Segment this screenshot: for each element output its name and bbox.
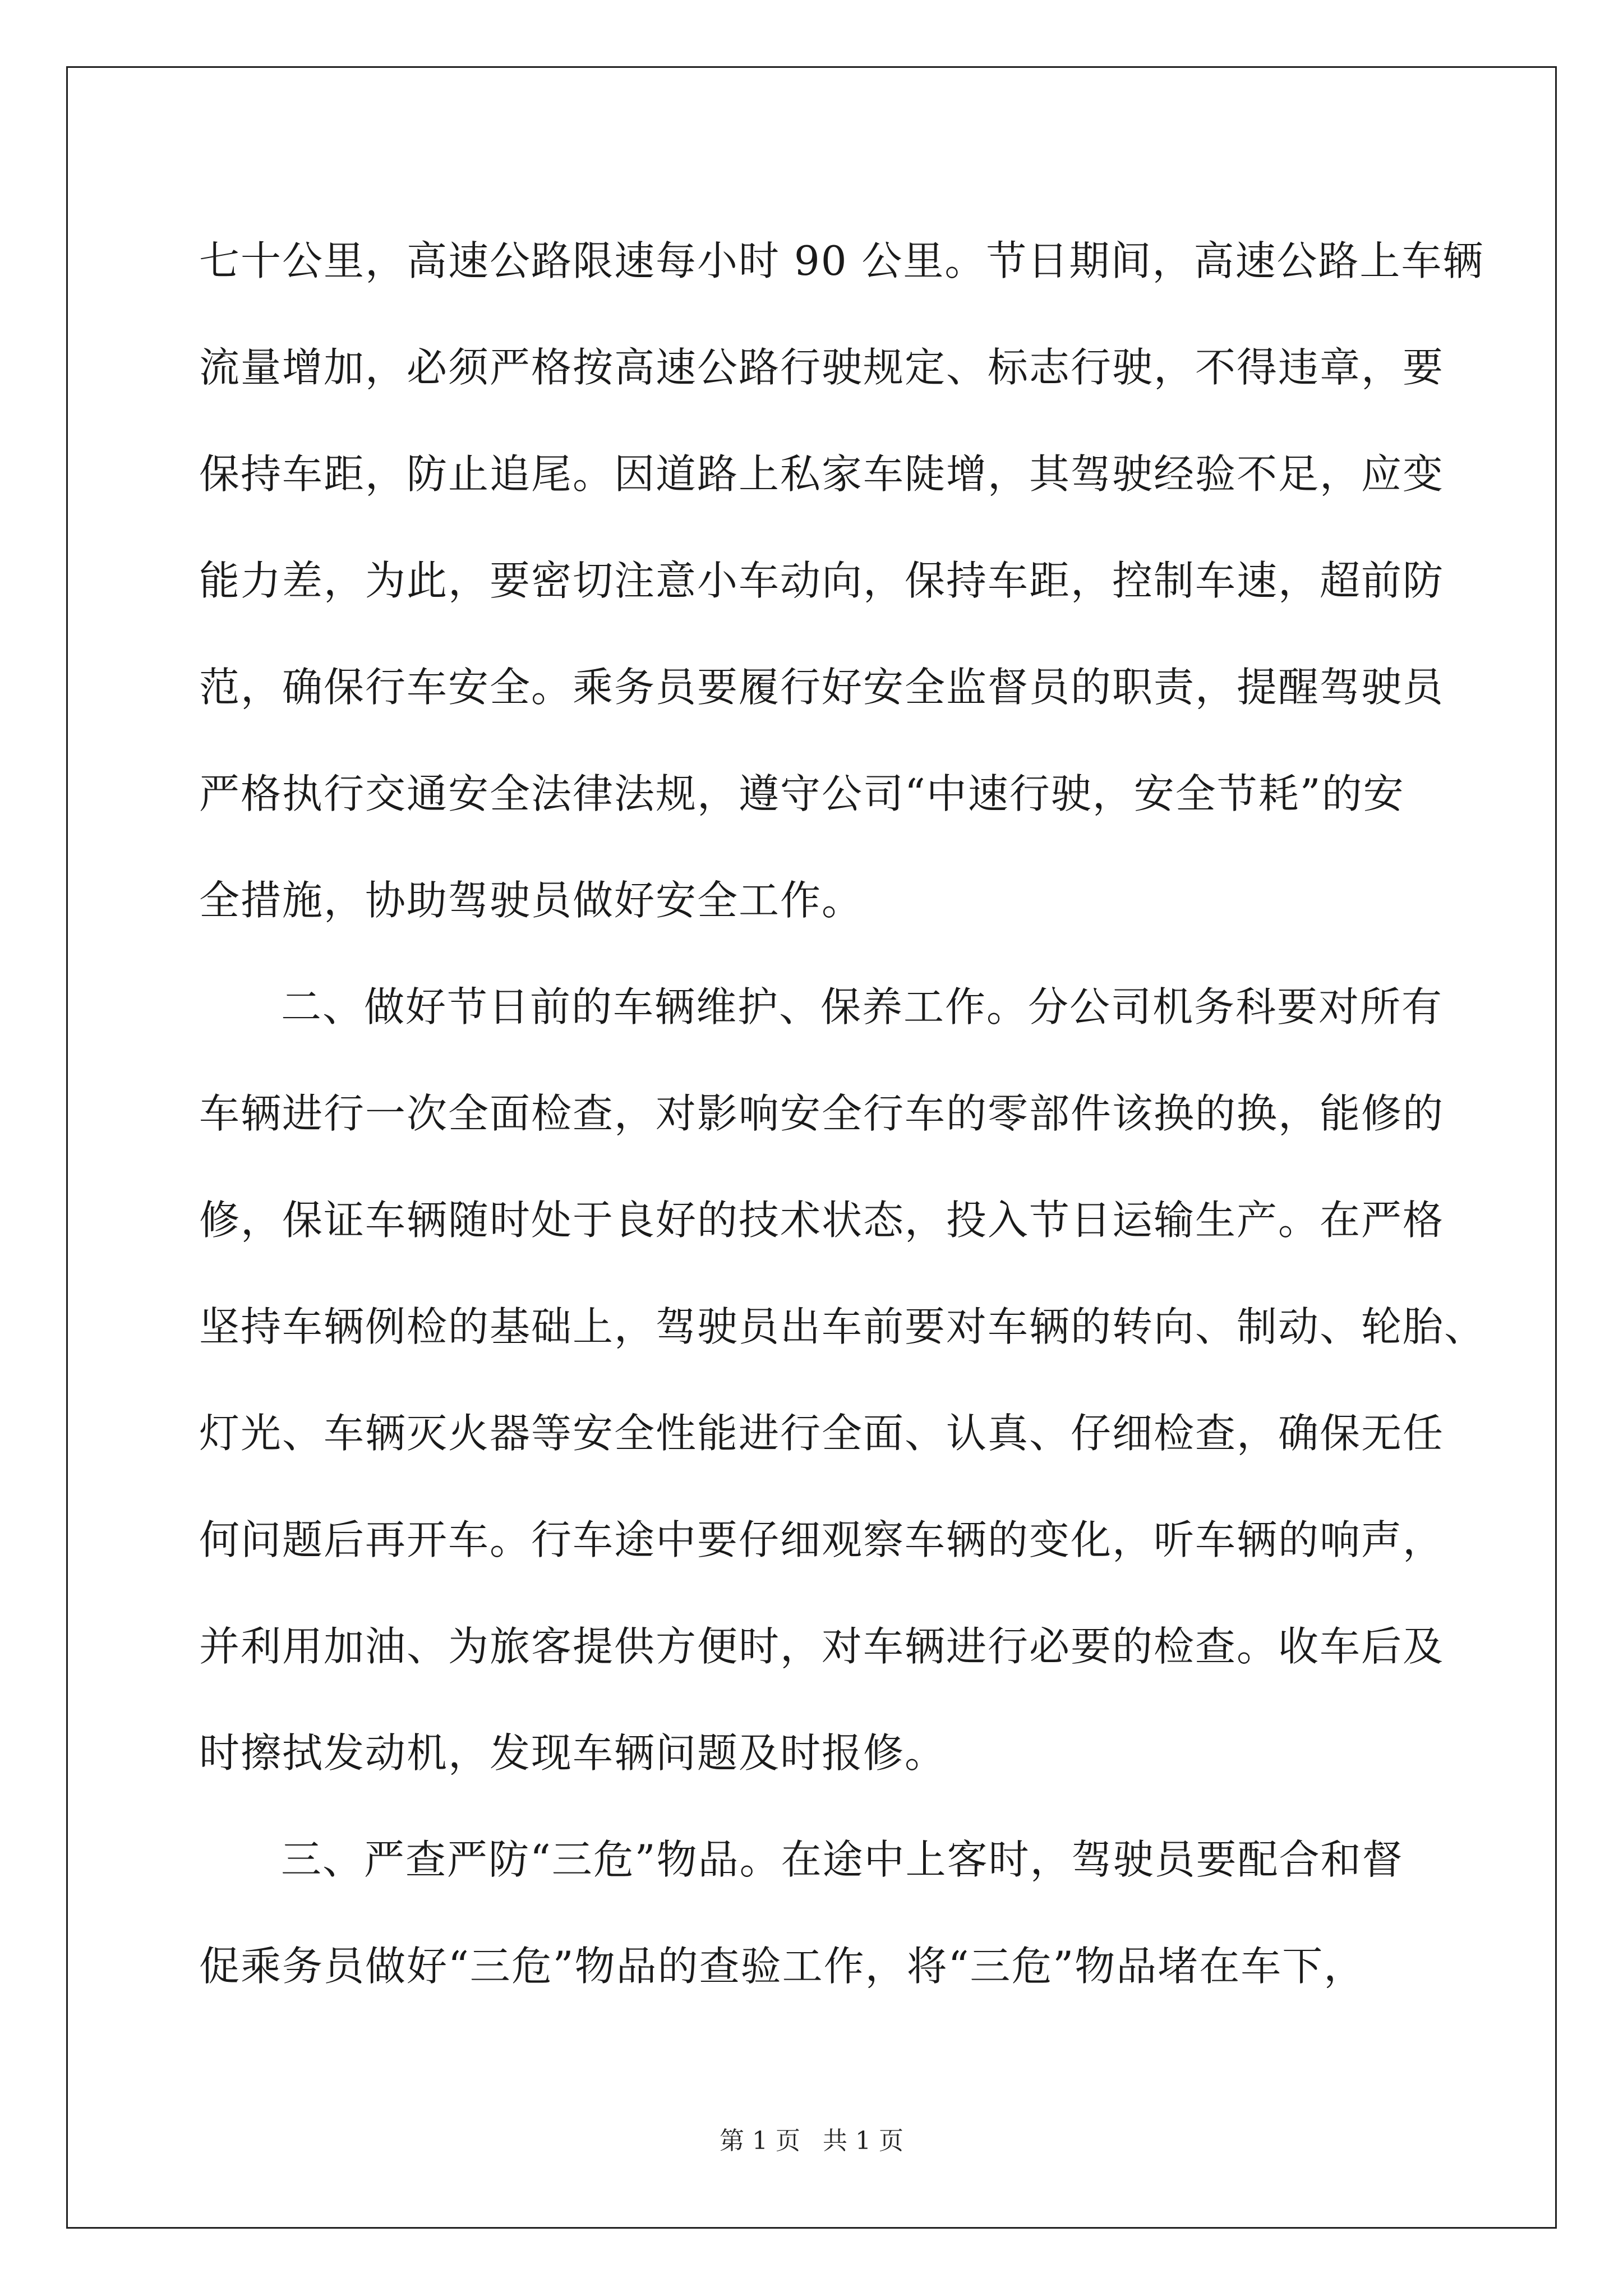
text-line: 灯光、车辆灭火器等安全性能进行全面、认真、仔细检查，确保无任 bbox=[199, 1410, 1445, 1457]
text-line: 时擦拭发动机，发现车辆问题及时报修。 bbox=[199, 1729, 947, 1777]
text-line: 保持车距，防止追尾。因道路上私家车陡增，其驾驶经验不足，应变 bbox=[199, 450, 1445, 498]
text-line: 范，确保行车安全。乘务员要履行好安全监督员的职责，提醒驾驶员 bbox=[199, 664, 1445, 711]
text-line: 何问题后再开车。行车途中要仔细观察车辆的变化，听车辆的响声， bbox=[199, 1516, 1445, 1563]
text-line: 坚持车辆例检的基础上，驾驶员出车前要对车辆的转向、制动、轮胎、 bbox=[199, 1303, 1486, 1350]
text-line: 七十公里，高速公路限速每小时 90 公里。节日期间，高速公路上车辆 bbox=[199, 237, 1484, 284]
text-line: 车辆进行一次全面检查，对影响安全行车的零部件该换的换，能修的 bbox=[199, 1090, 1445, 1137]
text-line: 促乘务员做好“三危”物品的查验工作，将“三危”物品堵在车下， bbox=[199, 1943, 1366, 1990]
text-line: 修，保证车辆随时处于良好的技术状态，投入节日运输生产。在严格 bbox=[199, 1197, 1445, 1244]
text-line: 能力差，为此，要密切注意小车动向，保持车距，控制车速，超前防 bbox=[199, 557, 1445, 604]
document-body bbox=[199, 208, 1486, 2019]
page-footer bbox=[0, 2120, 1623, 2156]
text-line: 全措施，协助驾驶员做好安全工作。 bbox=[199, 877, 864, 924]
text-line: 严格执行交通安全法律法规，遵守公司“中速行驶，安全节耗”的安 bbox=[199, 770, 1405, 817]
page-number-total: 共 1 页 bbox=[823, 2127, 903, 2155]
text-line: 并利用加油、为旅客提供方便时，对车辆进行必要的检查。收车后及 bbox=[199, 1623, 1445, 1670]
paragraph-start-line: 三、严查严防“三危”物品。在途中上客时，驾驶员要配合和督 bbox=[281, 1836, 1404, 1883]
text-line: 流量增加，必须严格按高速公路行驶规定、标志行驶，不得违章，要 bbox=[199, 344, 1445, 391]
page-number-current: 第 1 页 bbox=[720, 2127, 800, 2155]
paragraph-start-line: 二、做好节日前的车辆维护、保养工作。分公司机务科要对所有 bbox=[281, 983, 1444, 1030]
